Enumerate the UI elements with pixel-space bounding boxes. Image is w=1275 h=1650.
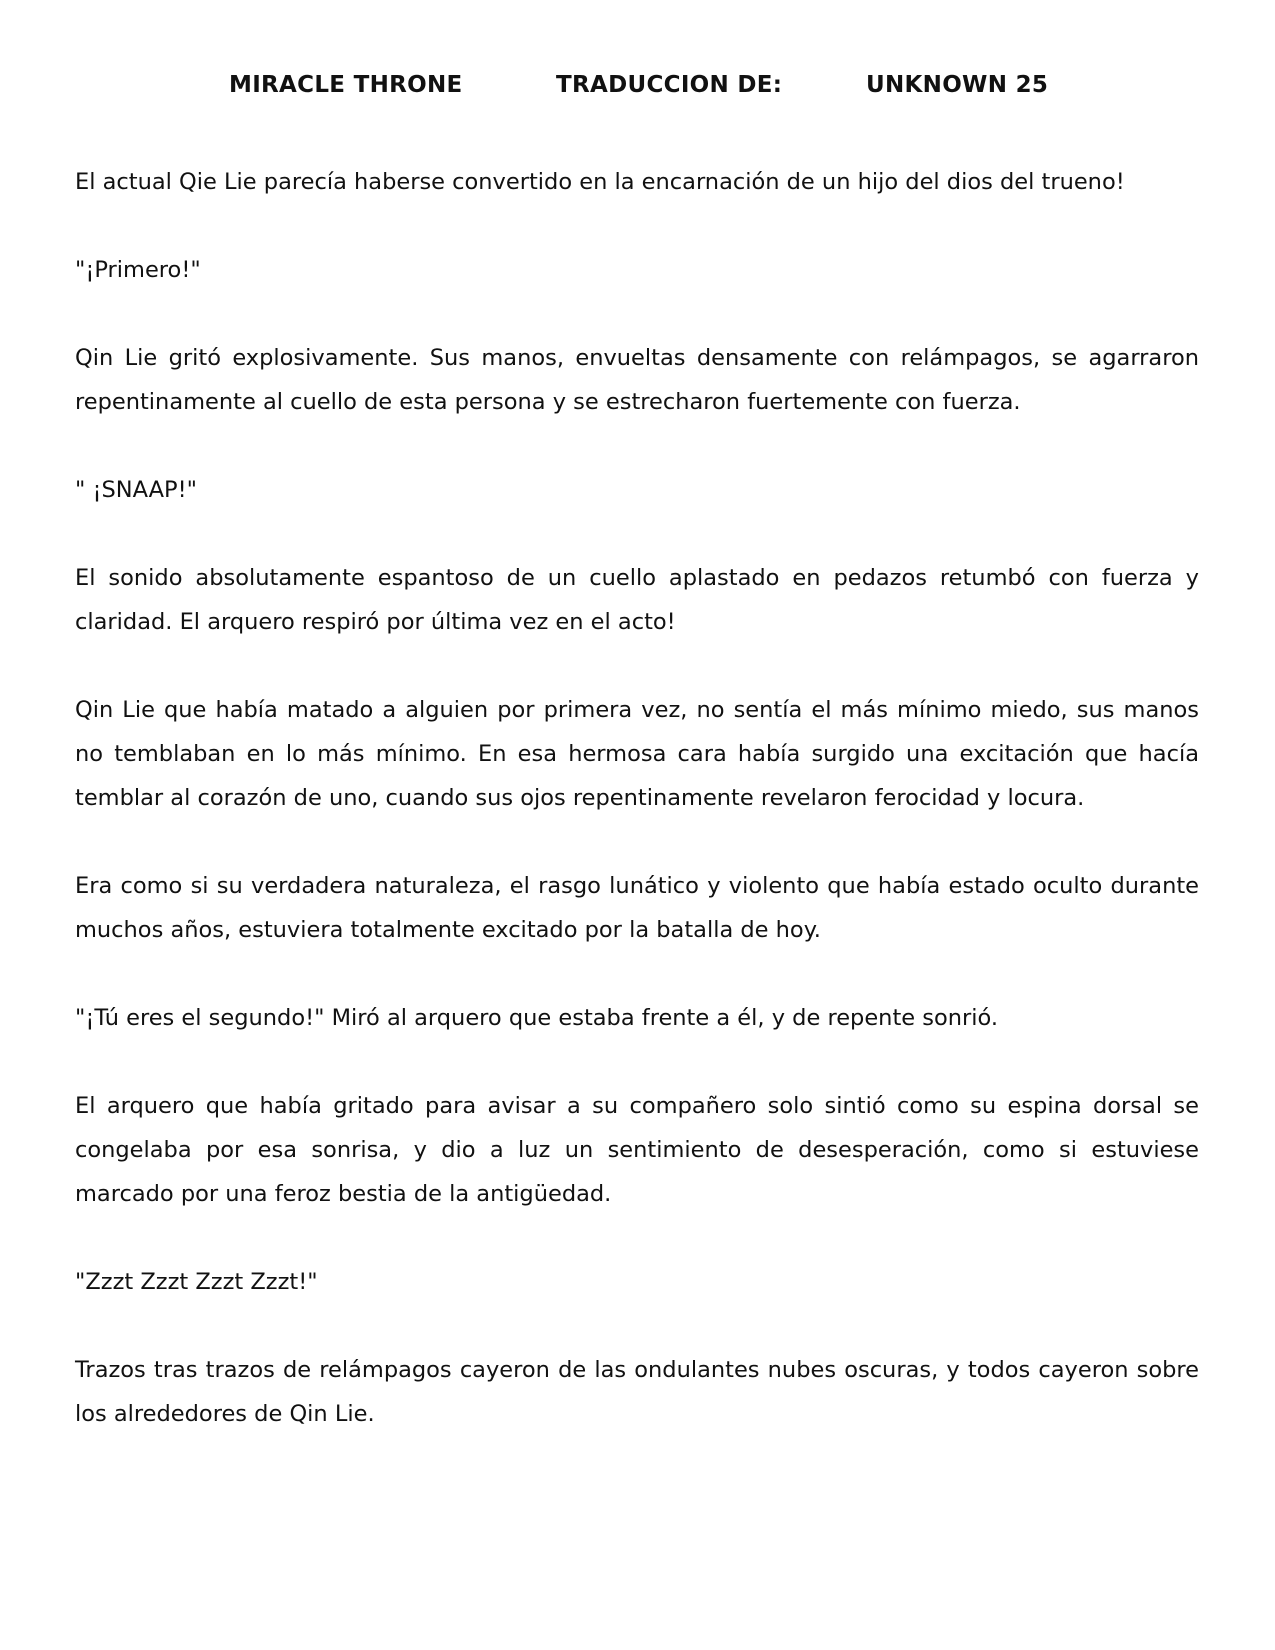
translator-name: UNKNOWN 25 xyxy=(866,72,1049,98)
novel-title: MIRACLE THRONE xyxy=(229,72,463,98)
paragraph: El actual Qie Lie parecía haberse convertido en la encarnación de un hijo del dios del trueno! xyxy=(75,169,1125,195)
paragraph: "¡Tú eres el segundo!" Miró al arquero que estaba frente a él, y de repente sonrió. xyxy=(75,1005,999,1031)
paragraph: Era como si su verdadera naturaleza, el rasgo lunático y violento que había estado oculto durante muchos años, estuviera totalmente excitado por la batalla de hoy. xyxy=(75,873,1199,943)
paragraph: Qin Lie que había matado a alguien por primera vez, no sentía el más mínimo miedo, sus manos no temblaban en lo más mínimo. En esa hermosa cara había surgido una excitación que hacía temblar al corazón de uno, cuando sus ojos repentinamente revelaron ferocidad y locura. xyxy=(75,697,1199,811)
page-header xyxy=(0,72,1275,104)
paragraph: "Zzzt Zzzt Zzzt Zzzt!" xyxy=(75,1269,318,1295)
chapter-body xyxy=(75,160,1199,1480)
paragraph: El arquero que había gritado para avisar a su compañero solo sintió como su espina dorsal se congelaba por esa sonrisa, y dio a luz un sentimiento de desesperación, como si estuviese marcado por una feroz bestia de la antigüedad. xyxy=(75,1093,1199,1207)
paragraph: "¡Primero!" xyxy=(75,257,201,283)
translation-label: TRADUCCION DE: xyxy=(556,72,783,98)
paragraph: " ¡SNAAP!" xyxy=(75,477,197,503)
paragraph: Trazos tras trazos de relámpagos cayeron de las ondulantes nubes oscuras, y todos cayeron sobre los alrededores de Qin Lie. xyxy=(75,1357,1199,1427)
paragraph: El sonido absolutamente espantoso de un cuello aplastado en pedazos retumbó con fuerza y claridad. El arquero respiró por última vez en el acto! xyxy=(75,565,1199,635)
paragraph: Qin Lie gritó explosivamente. Sus manos, envueltas densamente con relámpagos, se agarraron repentinamente al cuello de esta persona y se estrecharon fuertemente con fuerza. xyxy=(75,345,1199,415)
